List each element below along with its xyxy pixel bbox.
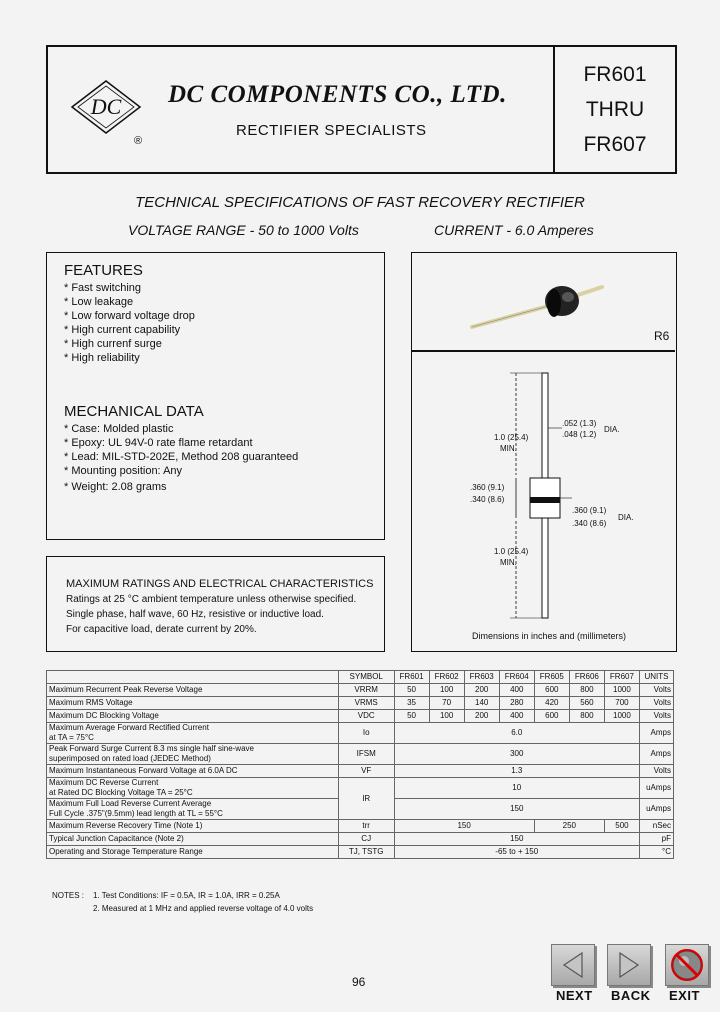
ratings-box [46,556,385,652]
param-cell: Maximum RMS Voltage [47,697,339,710]
left-arrow-icon [552,945,594,985]
body-length-max: .360 (9.1) [470,483,505,492]
value-cell: 150 [394,833,639,846]
value-cell: 250 [534,820,604,833]
exit-button[interactable] [665,944,709,986]
document-title: TECHNICAL SPECIFICATIONS OF FAST RECOVERY RECTIFIER [135,194,585,211]
param-cell: Typical Junction Capacitance (Note 2) [47,833,339,846]
unit-cell: Amps [639,723,673,744]
note-2: 2. Measured at 1 MHz and applied reverse voltage of 4.0 volts [93,904,314,913]
dimensions-caption: Dimensions in inches and (millimeters) [472,631,627,641]
lead-dia-max: .052 (1.3) [562,419,597,428]
value-cell: 35 [394,697,429,710]
back-label[interactable]: BACK [611,988,651,1003]
header-box [46,45,677,174]
package-label: R6 [654,329,670,343]
package-divider [412,350,675,352]
feature-item: * Fast switching [64,282,142,294]
unit-cell: nSec [639,820,673,833]
mechanical-item: * Epoxy: UL 94V-0 rate flame retardant [64,437,253,449]
value-cell: 1000 [604,684,639,697]
value-cell: 400 [499,710,534,723]
symbol-cell: CJ [338,833,394,846]
symbol-cell: VDC [338,710,394,723]
value-cell: 800 [569,684,604,697]
value-cell: 600 [534,710,569,723]
value-cell: 200 [464,710,499,723]
value-cell: 100 [429,684,464,697]
lead-length-top: 1.0 (25.4) [494,433,529,442]
part-number-end: FR607 [583,133,647,156]
logo-text: DC [90,94,122,119]
value-cell: 50 [394,684,429,697]
notes-label: NOTES : [52,891,85,900]
param-line: Maximum Average Forward Rectified Current [49,723,209,732]
table-header-cell: FR601 [394,671,429,684]
param-cell: Maximum Instantaneous Forward Voltage at 6.0A DC [47,765,339,778]
current-rating: CURRENT - 6.0 Amperes [434,222,594,238]
param-cell: Operating and Storage Temperature Range [47,846,339,859]
company-tagline: RECTIFIER SPECIALISTS [236,122,427,139]
table-header-param [47,671,339,684]
unit-cell: pF [639,833,673,846]
value-cell: 280 [499,697,534,710]
lead-dia-min: .048 (1.2) [562,430,597,439]
table-header-cell: FR606 [569,671,604,684]
next-button[interactable] [551,944,595,986]
value-cell: 6.0 [394,723,639,744]
feature-item: * High current capability [64,324,181,336]
lead-length-top-min: MIN. [500,444,517,453]
param-line: superimposed on rated load (JEDEC Method) [49,754,211,763]
ratings-line: Single phase, half wave, 60 Hz, resistive or inductive load. [66,609,324,620]
ratings-heading: MAXIMUM RATINGS AND ELECTRICAL CHARACTERISTICS [66,578,374,590]
mechanical-item: * Mounting position: Any [64,465,183,477]
unit-cell: °C [639,846,673,859]
unit-cell: Volts [639,765,673,778]
table-header-cell: FR604 [499,671,534,684]
table-header-cell: FR603 [464,671,499,684]
company-name: DC COMPONENTS CO., LTD. [168,81,507,108]
table-header-cell: FR607 [604,671,639,684]
feature-item: * Low leakage [64,296,134,308]
feature-item: * Low forward voltage drop [64,310,195,322]
table-header-cell: FR602 [429,671,464,684]
body-dia-max: .360 (9.1) [572,506,607,515]
symbol-cell: VRMS [338,697,394,710]
exit-label[interactable]: EXIT [669,988,700,1003]
value-cell: 70 [429,697,464,710]
ratings-line: For capacitive load, derate current by 20%. [66,624,257,635]
param-cell: Maximum Recurrent Peak Reverse Voltage [47,684,339,697]
value-cell: 500 [604,820,639,833]
table-row [47,846,674,859]
company-logo [66,77,166,157]
value-cell: 800 [569,710,604,723]
symbol-cell: VRRM [338,684,394,697]
outline-drawing [412,363,676,623]
param-line: at Rated DC Blocking Voltage TA = 25°C [49,788,193,797]
mechanical-item: * Case: Molded plastic [64,423,174,435]
param-cell [47,744,339,765]
param-cell [47,778,339,799]
value-cell: 150 [394,820,534,833]
back-button[interactable] [607,944,651,986]
feature-item: * High currenf surge [64,338,162,350]
value-cell: 1.3 [394,765,639,778]
symbol-cell: IR [338,778,394,820]
right-arrow-icon [608,945,650,985]
next-label[interactable]: NEXT [556,988,593,1003]
table-row [47,820,674,833]
ratings-line: Ratings at 25 °C ambient temperature unless otherwise specified. [66,594,357,605]
table-row [47,778,674,799]
value-cell: 700 [604,697,639,710]
table-row [47,684,674,697]
body-length-min: .340 (8.6) [470,495,505,504]
unit-cell: uAmps [639,799,673,820]
value-cell: 100 [429,710,464,723]
value-cell: 200 [464,684,499,697]
table-row [47,697,674,710]
unit-cell: Volts [639,697,673,710]
mechanical-heading: MECHANICAL DATA [64,403,204,420]
unit-cell: Volts [639,684,673,697]
unit-cell: Amps [639,744,673,765]
table-header-cell: FR605 [534,671,569,684]
param-line: Maximum Full Load Reverse Current Average [49,799,212,808]
symbol-cell: TJ, TSTG [338,846,394,859]
value-cell: 300 [394,744,639,765]
symbol-cell: IFSM [338,744,394,765]
symbol-cell: Io [338,723,394,744]
lead-dia-label: DIA. [604,425,620,434]
note-1: 1. Test Conditions: IF = 0.5A, IR = 1.0A, IRR = 0.25A [93,891,280,900]
table-header-cell: UNITS [639,671,673,684]
body-dia-min: .340 (8.6) [572,519,607,528]
page-number: 96 [352,975,366,989]
table-row [47,723,674,744]
table-row [47,833,674,846]
symbol-cell: VF [338,765,394,778]
value-cell: 560 [569,697,604,710]
features-heading: FEATURES [64,262,143,279]
symbol-cell: trr [338,820,394,833]
param-line: Peak Forward Surge Current 8.3 ms single half sine-wave [49,744,254,753]
value-cell: 150 [394,799,639,820]
value-cell: 140 [464,697,499,710]
part-thru: THRU [585,98,645,121]
param-line: Maximum DC Reverse Current [49,778,159,787]
param-line: at TA = 75°C [49,733,94,742]
feature-item: * High reliability [64,352,140,364]
value-cell: 1000 [604,710,639,723]
param-line: Full Cycle .375"(9.5mm) lead length at TL = 55°C [49,809,223,818]
lead-length-bottom-min: MIN. [500,558,517,567]
table-row [47,744,674,765]
exit-icon [666,945,708,985]
value-cell: -65 to + 150 [394,846,639,859]
param-cell [47,799,339,820]
part-number-start: FR601 [583,63,647,86]
param-cell: Maximum Reverse Recovery Time (Note 1) [47,820,339,833]
param-cell [47,723,339,744]
table-header-row [47,671,674,684]
value-cell: 50 [394,710,429,723]
spec-table [46,670,674,859]
param-cell: Maximum DC Blocking Voltage [47,710,339,723]
value-cell: 420 [534,697,569,710]
unit-cell: Volts [639,710,673,723]
body-dia-label: DIA. [618,513,634,522]
package-box [411,252,677,652]
value-cell: 400 [499,684,534,697]
registered-mark: ® [133,135,143,147]
diode-photo [462,275,642,345]
lead-length-bottom: 1.0 (25.4) [494,547,529,556]
mechanical-item: * Lead: MIL-STD-202E, Method 208 guaranteed [64,451,299,463]
value-cell: 600 [534,684,569,697]
mechanical-item: * Weight: 2.08 grams [64,481,167,493]
table-header-cell: SYMBOL [338,671,394,684]
voltage-range: VOLTAGE RANGE - 50 to 1000 Volts [128,222,359,238]
unit-cell: uAmps [639,778,673,799]
value-cell: 10 [394,778,639,799]
features-box [46,252,385,540]
table-row [47,710,674,723]
table-row [47,765,674,778]
